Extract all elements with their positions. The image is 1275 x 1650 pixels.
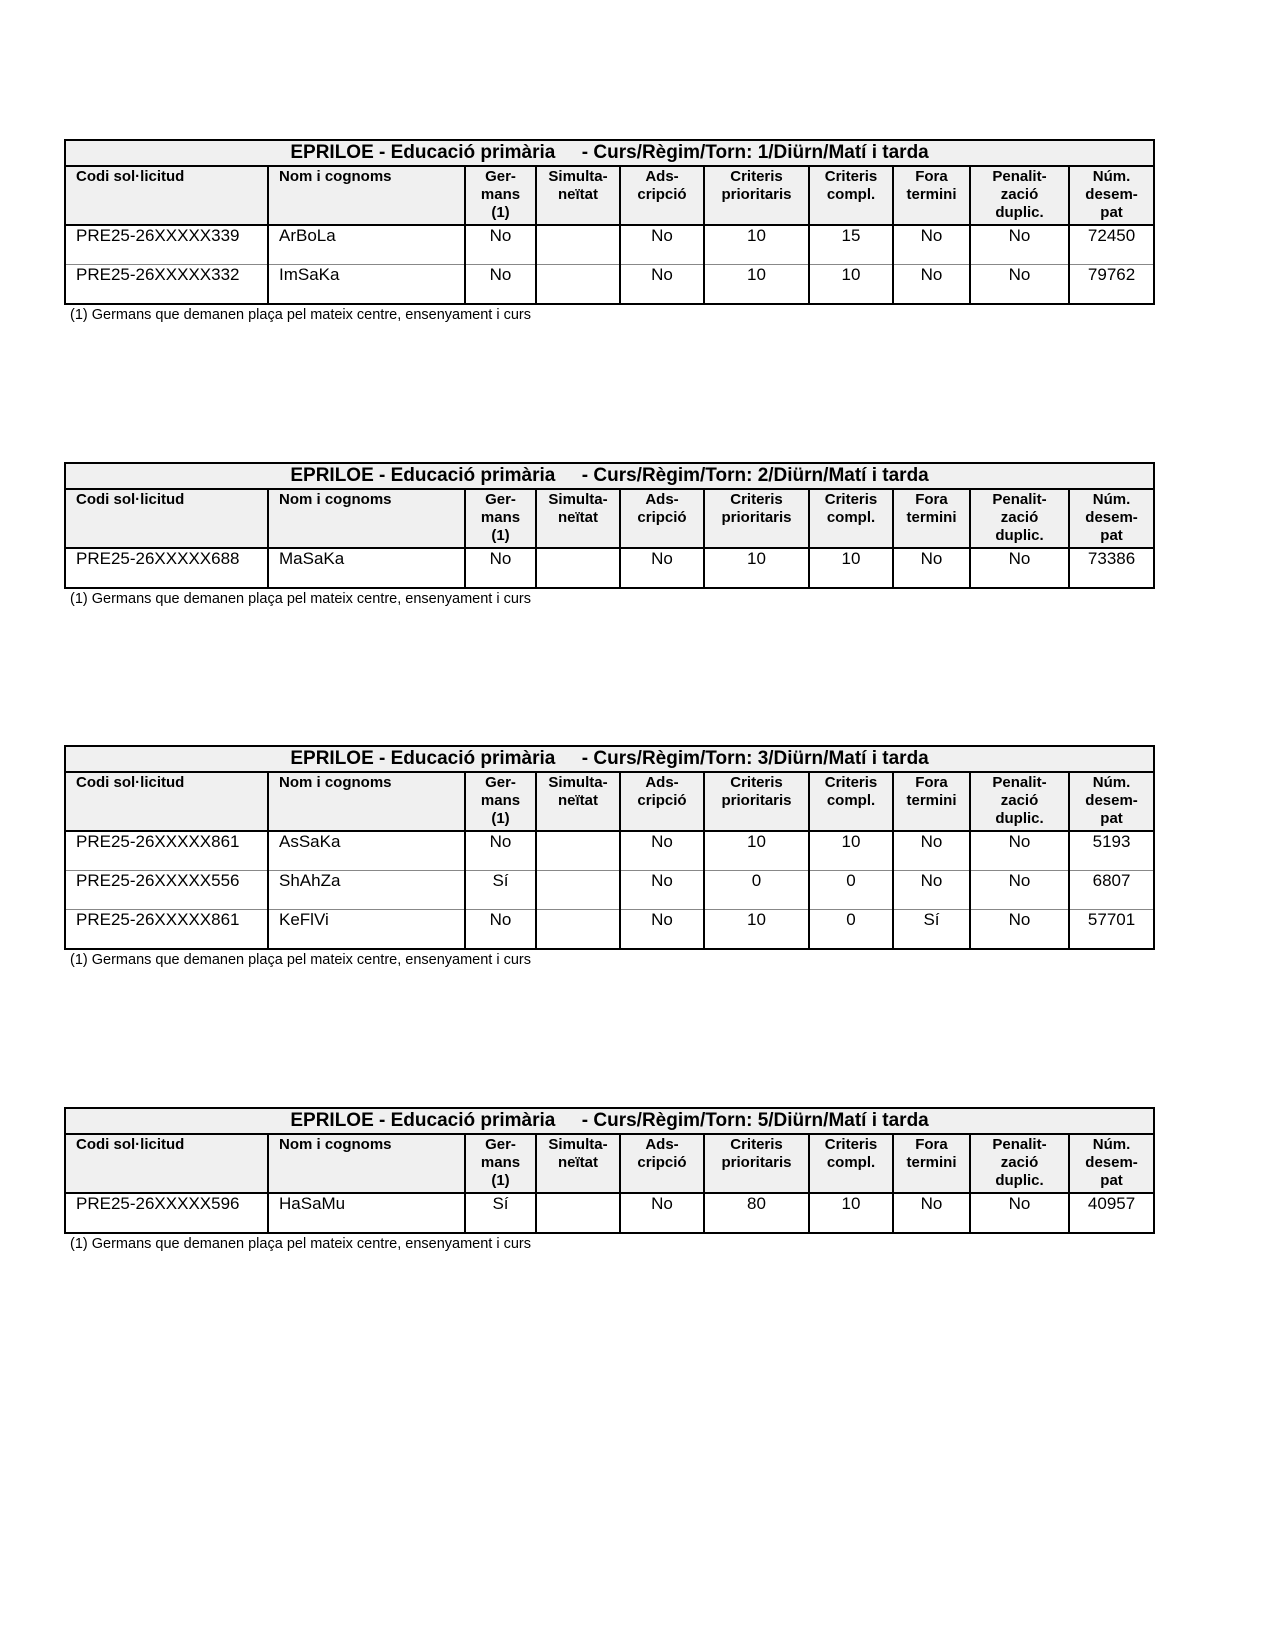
footnote: (1) Germans que demanen plaça pel mateix centre, ensenyament i curs bbox=[70, 307, 532, 323]
cell-codi: PRE25-26XXXXX556 bbox=[65, 871, 268, 910]
cell-codi: PRE25-26XXXXX339 bbox=[65, 225, 268, 265]
cell-nom: ArBoLa bbox=[268, 225, 465, 265]
table-row bbox=[65, 225, 1154, 265]
cell-num-desempat: 5193 bbox=[1069, 831, 1154, 871]
table-row bbox=[65, 831, 1154, 871]
table-title-program: EPRILOE - Educació primària bbox=[290, 1110, 556, 1131]
cell-nom: KeFlVi bbox=[268, 910, 465, 950]
cell-criteris-prioritaris: 10 bbox=[704, 910, 809, 950]
cell-criteris-compl: 0 bbox=[809, 910, 893, 950]
table-title-row bbox=[65, 1108, 1154, 1134]
cell-criteris-compl: 10 bbox=[809, 1193, 893, 1233]
column-header-num-desempat: Núm. desem- pat bbox=[1069, 1134, 1154, 1193]
table-row bbox=[65, 1193, 1154, 1233]
column-header-nom: Nom i cognoms bbox=[268, 772, 465, 831]
cell-simultaneitat bbox=[536, 871, 620, 910]
cell-criteris-prioritaris: 80 bbox=[704, 1193, 809, 1233]
column-header-penalitzacio: Penalit- zació duplic. bbox=[970, 489, 1069, 548]
cell-penalitzacio: No bbox=[970, 871, 1069, 910]
footnote: (1) Germans que demanen plaça pel mateix centre, ensenyament i curs bbox=[70, 952, 532, 968]
column-header-codi: Codi sol·licitud bbox=[65, 166, 268, 225]
cell-adscripcio: No bbox=[620, 265, 704, 305]
cell-simultaneitat bbox=[536, 548, 620, 588]
column-header-simultaneitat: Simulta- neïtat bbox=[536, 166, 620, 225]
column-header-simultaneitat: Simulta- neïtat bbox=[536, 772, 620, 831]
cell-germans: No bbox=[465, 548, 536, 588]
cell-codi: PRE25-26XXXXX688 bbox=[65, 548, 268, 588]
column-header-criteris-compl: Criteris compl. bbox=[809, 772, 893, 831]
column-header-adscripcio: Ads- cripció bbox=[620, 166, 704, 225]
header-row bbox=[65, 489, 1154, 548]
footnote: (1) Germans que demanen plaça pel mateix centre, ensenyament i curs bbox=[70, 1236, 532, 1252]
column-header-penalitzacio: Penalit- zació duplic. bbox=[970, 166, 1069, 225]
cell-simultaneitat bbox=[536, 225, 620, 265]
cell-germans: No bbox=[465, 831, 536, 871]
cell-penalitzacio: No bbox=[970, 1193, 1069, 1233]
column-header-nom: Nom i cognoms bbox=[268, 1134, 465, 1193]
cell-num-desempat: 73386 bbox=[1069, 548, 1154, 588]
table-title-course: - Curs/Règim/Torn: 2/Diürn/Matí i tarda bbox=[581, 465, 929, 486]
cell-fora-termini: No bbox=[893, 548, 970, 588]
header-row bbox=[65, 772, 1154, 831]
cell-codi: PRE25-26XXXXX861 bbox=[65, 831, 268, 871]
cell-adscripcio: No bbox=[620, 548, 704, 588]
cell-criteris-prioritaris: 0 bbox=[704, 871, 809, 910]
table-title-row bbox=[65, 746, 1154, 772]
table-row bbox=[65, 910, 1154, 950]
cell-germans: No bbox=[465, 910, 536, 950]
column-header-fora-termini: Fora termini bbox=[893, 772, 970, 831]
cell-num-desempat: 57701 bbox=[1069, 910, 1154, 950]
cell-fora-termini: No bbox=[893, 265, 970, 305]
cell-criteris-compl: 10 bbox=[809, 831, 893, 871]
column-header-fora-termini: Fora termini bbox=[893, 489, 970, 548]
column-header-num-desempat: Núm. desem- pat bbox=[1069, 489, 1154, 548]
table-title-program: EPRILOE - Educació primària bbox=[290, 748, 556, 769]
cell-codi: PRE25-26XXXXX332 bbox=[65, 265, 268, 305]
admissions-table-block bbox=[64, 745, 1153, 968]
cell-fora-termini: Sí bbox=[893, 910, 970, 950]
cell-criteris-prioritaris: 10 bbox=[704, 548, 809, 588]
cell-num-desempat: 72450 bbox=[1069, 225, 1154, 265]
table-title-program: EPRILOE - Educació primària bbox=[290, 465, 556, 486]
admissions-table-block bbox=[64, 462, 1153, 607]
column-header-penalitzacio: Penalit- zació duplic. bbox=[970, 772, 1069, 831]
column-header-simultaneitat: Simulta- neïtat bbox=[536, 489, 620, 548]
column-header-fora-termini: Fora termini bbox=[893, 166, 970, 225]
admissions-table-block bbox=[64, 1107, 1153, 1252]
cell-germans: Sí bbox=[465, 1193, 536, 1233]
cell-germans: Sí bbox=[465, 871, 536, 910]
table-title-course: - Curs/Règim/Torn: 3/Diürn/Matí i tarda bbox=[581, 748, 929, 769]
table-title bbox=[65, 140, 1154, 166]
cell-nom: MaSaKa bbox=[268, 548, 465, 588]
cell-num-desempat: 6807 bbox=[1069, 871, 1154, 910]
cell-adscripcio: No bbox=[620, 1193, 704, 1233]
column-header-codi: Codi sol·licitud bbox=[65, 1134, 268, 1193]
cell-fora-termini: No bbox=[893, 1193, 970, 1233]
cell-criteris-prioritaris: 10 bbox=[704, 831, 809, 871]
column-header-criteris-compl: Criteris compl. bbox=[809, 489, 893, 548]
cell-codi: PRE25-26XXXXX596 bbox=[65, 1193, 268, 1233]
column-header-adscripcio: Ads- cripció bbox=[620, 489, 704, 548]
cell-adscripcio: No bbox=[620, 831, 704, 871]
column-header-germans: Ger- mans (1) bbox=[465, 166, 536, 225]
column-header-penalitzacio: Penalit- zació duplic. bbox=[970, 1134, 1069, 1193]
cell-fora-termini: No bbox=[893, 831, 970, 871]
column-header-adscripcio: Ads- cripció bbox=[620, 772, 704, 831]
cell-criteris-compl: 10 bbox=[809, 265, 893, 305]
column-header-simultaneitat: Simulta- neïtat bbox=[536, 1134, 620, 1193]
cell-criteris-compl: 0 bbox=[809, 871, 893, 910]
column-header-germans: Ger- mans (1) bbox=[465, 772, 536, 831]
admissions-table-block bbox=[64, 139, 1153, 323]
cell-criteris-prioritaris: 10 bbox=[704, 265, 809, 305]
cell-codi: PRE25-26XXXXX861 bbox=[65, 910, 268, 950]
column-header-criteris-prioritaris: Criteris prioritaris bbox=[704, 166, 809, 225]
cell-simultaneitat bbox=[536, 1193, 620, 1233]
cell-penalitzacio: No bbox=[970, 225, 1069, 265]
cell-fora-termini: No bbox=[893, 871, 970, 910]
cell-nom: ImSaKa bbox=[268, 265, 465, 305]
cell-nom: HaSaMu bbox=[268, 1193, 465, 1233]
column-header-fora-termini: Fora termini bbox=[893, 1134, 970, 1193]
footnote: (1) Germans que demanen plaça pel mateix centre, ensenyament i curs bbox=[70, 591, 532, 607]
table-title-course: - Curs/Règim/Torn: 5/Diürn/Matí i tarda bbox=[581, 1110, 929, 1131]
column-header-num-desempat: Núm. desem- pat bbox=[1069, 166, 1154, 225]
admissions-table bbox=[64, 745, 1155, 950]
column-header-nom: Nom i cognoms bbox=[268, 166, 465, 225]
cell-nom: ShAhZa bbox=[268, 871, 465, 910]
admissions-table bbox=[64, 139, 1155, 305]
column-header-germans: Ger- mans (1) bbox=[465, 1134, 536, 1193]
cell-germans: No bbox=[465, 225, 536, 265]
cell-simultaneitat bbox=[536, 265, 620, 305]
cell-num-desempat: 40957 bbox=[1069, 1193, 1154, 1233]
table-row bbox=[65, 871, 1154, 910]
cell-simultaneitat bbox=[536, 831, 620, 871]
column-header-codi: Codi sol·licitud bbox=[65, 489, 268, 548]
cell-criteris-compl: 15 bbox=[809, 225, 893, 265]
column-header-criteris-prioritaris: Criteris prioritaris bbox=[704, 489, 809, 548]
column-header-criteris-prioritaris: Criteris prioritaris bbox=[704, 772, 809, 831]
table-title-program: EPRILOE - Educació primària bbox=[290, 142, 556, 163]
table-row bbox=[65, 548, 1154, 588]
table-title bbox=[65, 463, 1154, 489]
column-header-codi: Codi sol·licitud bbox=[65, 772, 268, 831]
cell-adscripcio: No bbox=[620, 910, 704, 950]
admissions-table bbox=[64, 462, 1155, 589]
table-title-row bbox=[65, 463, 1154, 489]
cell-adscripcio: No bbox=[620, 225, 704, 265]
cell-penalitzacio: No bbox=[970, 548, 1069, 588]
header-row bbox=[65, 1134, 1154, 1193]
cell-penalitzacio: No bbox=[970, 910, 1069, 950]
cell-adscripcio: No bbox=[620, 871, 704, 910]
column-header-num-desempat: Núm. desem- pat bbox=[1069, 772, 1154, 831]
admissions-table bbox=[64, 1107, 1155, 1234]
cell-nom: AsSaKa bbox=[268, 831, 465, 871]
column-header-adscripcio: Ads- cripció bbox=[620, 1134, 704, 1193]
column-header-criteris-compl: Criteris compl. bbox=[809, 1134, 893, 1193]
cell-penalitzacio: No bbox=[970, 831, 1069, 871]
column-header-germans: Ger- mans (1) bbox=[465, 489, 536, 548]
cell-simultaneitat bbox=[536, 910, 620, 950]
table-row bbox=[65, 265, 1154, 305]
column-header-criteris-prioritaris: Criteris prioritaris bbox=[704, 1134, 809, 1193]
table-title-course: - Curs/Règim/Torn: 1/Diürn/Matí i tarda bbox=[581, 142, 929, 163]
column-header-nom: Nom i cognoms bbox=[268, 489, 465, 548]
cell-penalitzacio: No bbox=[970, 265, 1069, 305]
cell-fora-termini: No bbox=[893, 225, 970, 265]
cell-criteris-compl: 10 bbox=[809, 548, 893, 588]
cell-criteris-prioritaris: 10 bbox=[704, 225, 809, 265]
header-row bbox=[65, 166, 1154, 225]
table-title bbox=[65, 1108, 1154, 1134]
cell-germans: No bbox=[465, 265, 536, 305]
table-title bbox=[65, 746, 1154, 772]
cell-num-desempat: 79762 bbox=[1069, 265, 1154, 305]
table-title-row bbox=[65, 140, 1154, 166]
column-header-criteris-compl: Criteris compl. bbox=[809, 166, 893, 225]
